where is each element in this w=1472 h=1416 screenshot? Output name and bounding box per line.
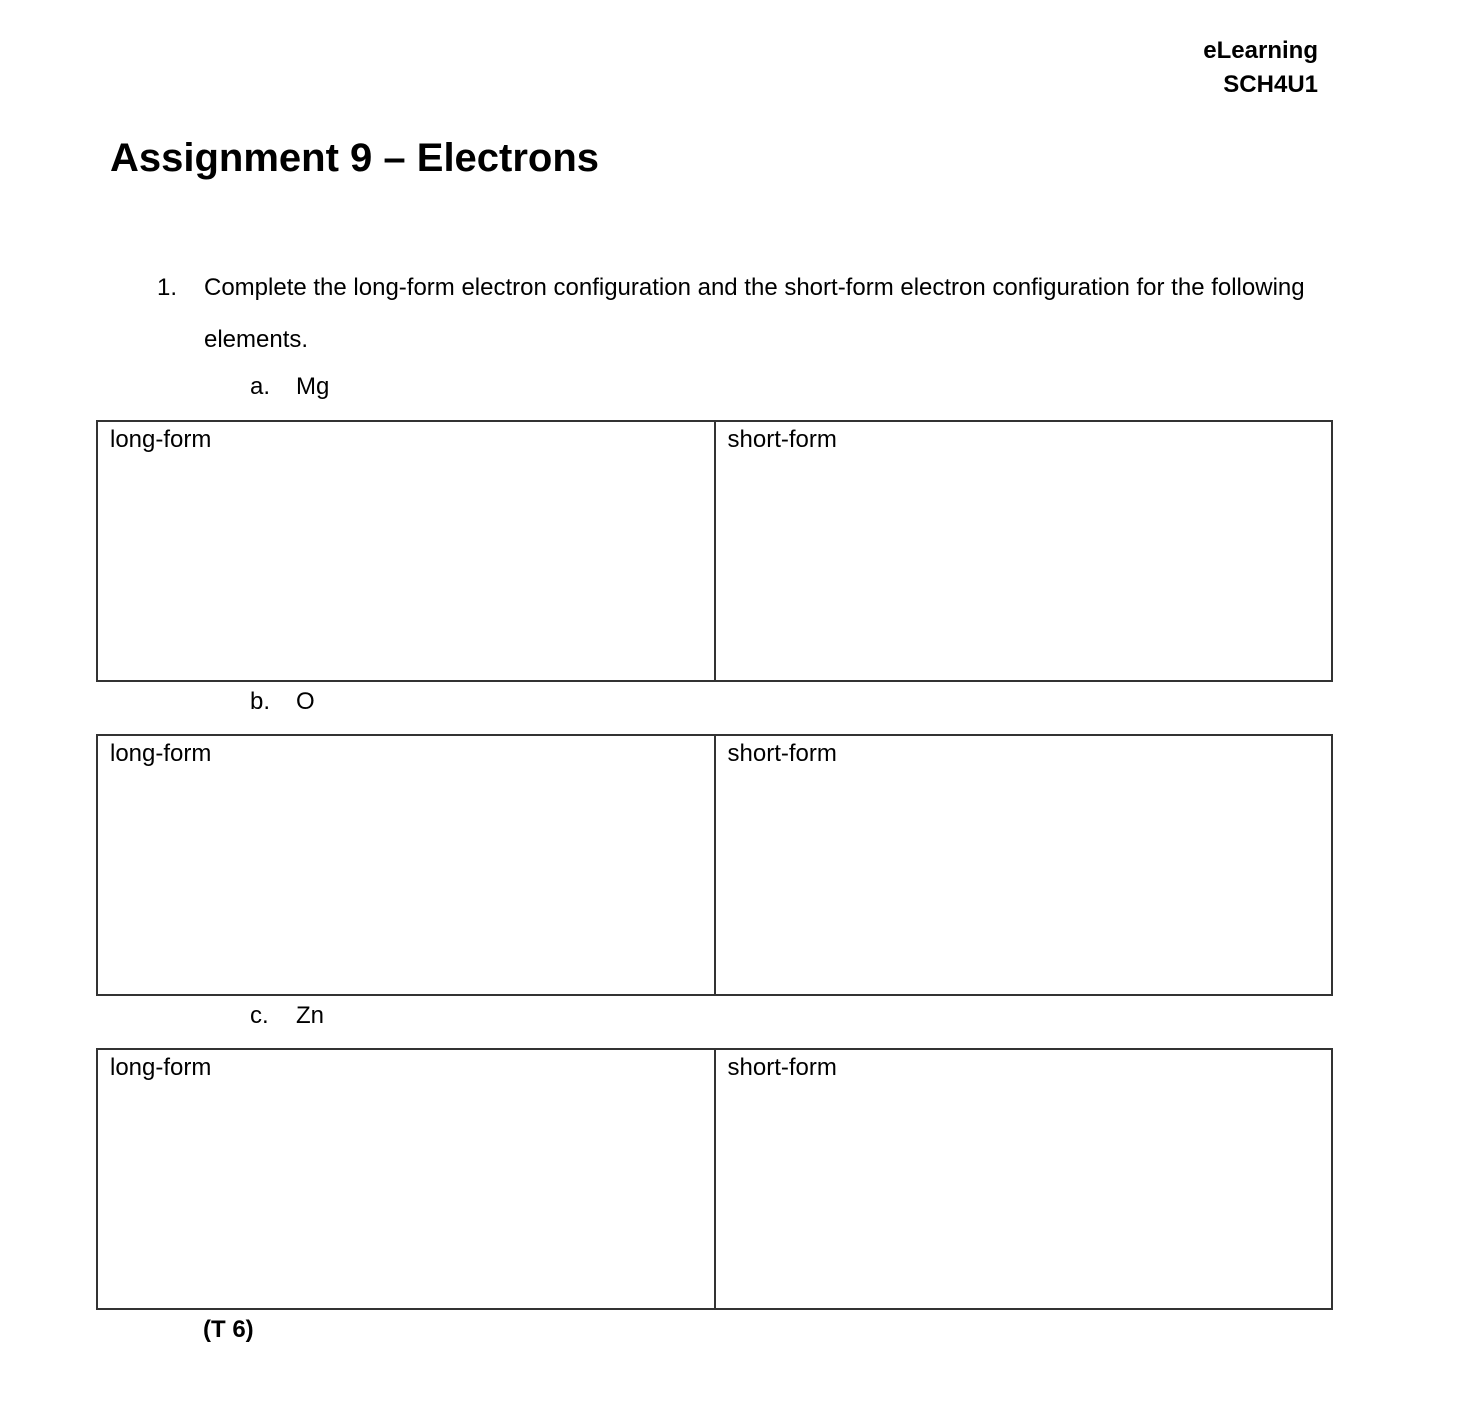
question-1	[157, 262, 1337, 366]
part-c-label	[250, 1000, 324, 1032]
short-form-label: short-form	[727, 1054, 837, 1081]
long-form-label: long-form	[110, 1054, 212, 1081]
question-text: Complete the long-form electron configuration and the short-form electron configuration for the following elements.	[204, 274, 1305, 353]
platform-label: eLearning	[1203, 37, 1318, 64]
answer-table-a	[96, 420, 1333, 682]
short-form-cell[interactable]	[715, 421, 1333, 681]
long-form-cell[interactable]	[97, 735, 715, 995]
element-symbol: Mg	[296, 373, 330, 400]
element-symbol: Zn	[296, 1002, 325, 1029]
page-title: Assignment 9 – Electrons	[110, 136, 600, 180]
course-header	[1203, 34, 1318, 102]
part-letter: b.	[250, 688, 271, 715]
long-form-cell[interactable]	[97, 421, 715, 681]
long-form-label: long-form	[110, 740, 212, 767]
question-number: 1.	[157, 274, 178, 301]
answer-table-c	[96, 1048, 1333, 1310]
part-b-label	[250, 686, 315, 718]
short-form-label: short-form	[727, 426, 837, 453]
answer-table-b	[96, 734, 1333, 996]
short-form-cell[interactable]	[715, 735, 1333, 995]
total-marks: (T 6)	[203, 1316, 254, 1343]
long-form-label: long-form	[110, 426, 212, 453]
element-symbol: O	[296, 688, 315, 715]
long-form-cell[interactable]	[97, 1049, 715, 1309]
part-a-label	[250, 371, 329, 403]
short-form-cell[interactable]	[715, 1049, 1333, 1309]
part-letter: a.	[250, 373, 271, 400]
short-form-label: short-form	[727, 740, 837, 767]
course-code: SCH4U1	[1223, 71, 1318, 98]
part-letter: c.	[250, 1002, 269, 1029]
